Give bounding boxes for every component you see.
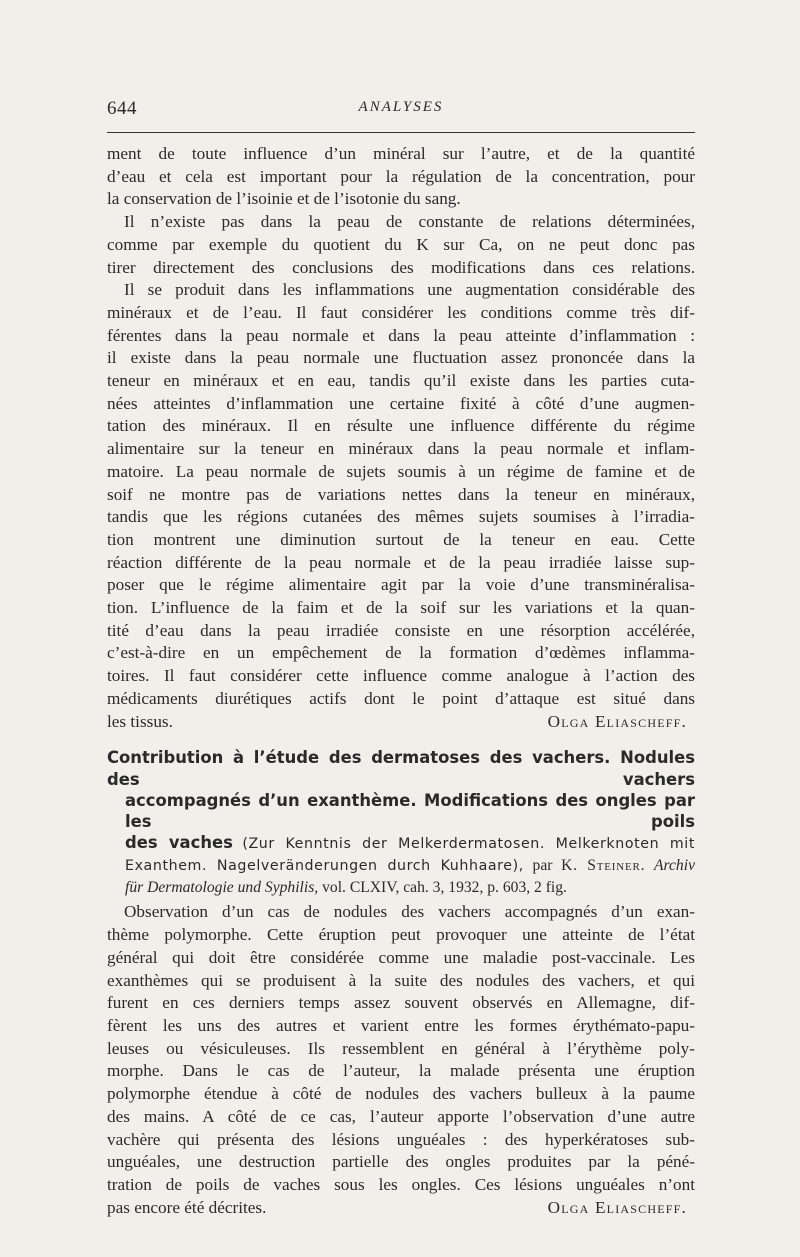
text-line: thème polymorphe. Cette éruption peut provoquer une atteinte de l’état (107, 925, 695, 945)
text-line: Il n’existe pas dans la peau de constante de relations déterminées, (124, 212, 695, 232)
text-line: vachère qui présenta des lésions unguéales : des hyperkératoses sub- (107, 1129, 695, 1149)
article-title-line: des vaches (125, 833, 233, 853)
text-line: morphe. Dans le cas de l’auteur, la malade présenta une éruption (107, 1061, 695, 1081)
paragraph-continuation (107, 143, 695, 211)
text-line: polymorphe étendue à côté de nodules des vachers bulleux à la paume (107, 1084, 695, 1104)
text-line: c’est-à-dire en un empêchement de la formation d’œdèmes inflamma- (107, 643, 695, 663)
text-line: des mains. A côté de ce cas, l’auteur apporte l’observation d’une autre (107, 1106, 695, 1126)
text-line: teneur en minéraux et en eau, tandis qu’il existe dans les parties cuta- (107, 371, 695, 391)
text-line: Observation d’un cas de nodules des vachers accompagnés d’un exan- (124, 902, 695, 922)
reference-line (107, 832, 695, 855)
paragraph-abstract (107, 901, 695, 1219)
reference-author: K. Steiner. (561, 857, 646, 875)
text-line: comme par exemple du quotient du K sur Ca, on ne peut donc pas (107, 234, 695, 254)
text-line: d’eau et cela est important pour la régulation de la concentration, pour (107, 166, 695, 186)
reference-line (107, 877, 695, 898)
journal-name: Archiv (654, 857, 695, 875)
header-rule (107, 132, 695, 133)
text-line: il existe dans la peau normale une fluctuation assez prononcée dans la (107, 348, 695, 368)
text-line: exanthèmes qui se produisent à la suite des nodules des vachers, et qui (107, 970, 695, 990)
text-line: poser que le régime alimentaire agit par la voie d’une transminéralisa- (107, 575, 695, 595)
text-line: tandis que les régions cutanées des mêmes sujets soumises à l’irradia- (107, 507, 695, 527)
article-title-line: Contribution à l’étude des dermatoses des vachers. Nodules des vachers (107, 748, 695, 789)
author-signature: Olga Eliascheff. (547, 1197, 687, 1217)
text-line: leuses ou vésiculeuses. Ils ressemblent en général à l’érythème poly- (107, 1038, 695, 1058)
text-line: réaction différente de la peau normale et de la peau irradiée laisse sup- (107, 552, 695, 572)
text-line: férentes dans la peau normale et dans la peau atteinte d’inflammation : (107, 325, 695, 345)
text-line: nées atteintes d’inflammation une certaine fixité à côté d’une augmen- (107, 393, 695, 413)
signature-row (107, 1197, 695, 1220)
page-number: 644 (107, 98, 137, 119)
paragraph-main (107, 211, 695, 733)
text-line: tion. L’influence de la faim et de la soif sur les variations et la quan- (107, 598, 695, 618)
reference-line (107, 855, 695, 877)
page-header (107, 98, 695, 128)
text-line: la conservation de l’isoinie et de l’isotonie du sang. (107, 189, 461, 209)
text-line: matoire. La peau normale de sujets soumis à un régime de famine et de (107, 461, 695, 481)
text-line: toires. Il faut considérer cette influence comme analogue à l’action des (107, 666, 695, 686)
text-line: médicaments diurétiques actifs dont le point d’attaque est situé dans (107, 688, 695, 708)
text-line: tion montrent une diminution surtout de la teneur en eau. Cette (107, 529, 695, 549)
german-title: (Zur Kenntnis der Melkerdermatosen. Melkerknoten mit (242, 836, 695, 853)
text-line: tation des minéraux. Il en résulte une influence différente du régime (107, 416, 695, 436)
text-line: minéraux et de l’eau. Il faut considérer les conditions comme très dif- (107, 302, 695, 322)
text-line: fèrent les uns des autres et varient entre les formes érythémato-papu- (107, 1015, 695, 1035)
text-line: ment de toute influence d’un minéral sur l’autre, et de la quantité (107, 144, 695, 163)
signature-row (107, 711, 695, 734)
text-line: général qui doit être considérée comme une maladie post-vaccinale. Les (107, 947, 695, 967)
text-block (107, 143, 695, 1219)
text-line: tirer directement des conclusions des modifications dans ces relations. (107, 257, 695, 277)
article-heading (107, 747, 695, 898)
text-line: pas encore été décrites. (107, 1197, 267, 1217)
article-title-line: accompagnés d’un exanthème. Modifications des ongles par les poils (125, 790, 695, 832)
text-line: unguéales, une destruction partielle des ongles produites par la péné- (107, 1152, 695, 1172)
text-line: tité d’eau dans la peau irradiée consiste en une résorption accélérée, (107, 620, 695, 640)
text-line: tration de poils de vaches sous les ongles. Ces lésions unguéales n’ont (107, 1174, 695, 1194)
running-title: ANALYSES (358, 99, 444, 115)
text-line: soif ne montre pas de variations nettes dans la teneur en minéraux, (107, 484, 695, 504)
text-line: furent en ces derniers temps assez souvent observés en Allemagne, dif- (107, 993, 695, 1013)
journal-name: für Dermatologie und Syphilis, (125, 879, 319, 897)
reference-par: par (532, 857, 553, 875)
reference-details: vol. CLXIV, cah. 3, 1932, p. 603, 2 fig. (322, 879, 567, 897)
author-signature: Olga Eliascheff. (547, 711, 687, 731)
text-line: Il se produit dans les inflammations une augmentation considérable des (124, 280, 695, 300)
german-title: Exanthem. Nagelveränderungen durch Kuhhaare), (125, 858, 524, 875)
text-line: alimentaire sur la teneur en minéraux dans la peau normale et inflam- (107, 439, 695, 459)
text-line: les tissus. (107, 711, 173, 731)
